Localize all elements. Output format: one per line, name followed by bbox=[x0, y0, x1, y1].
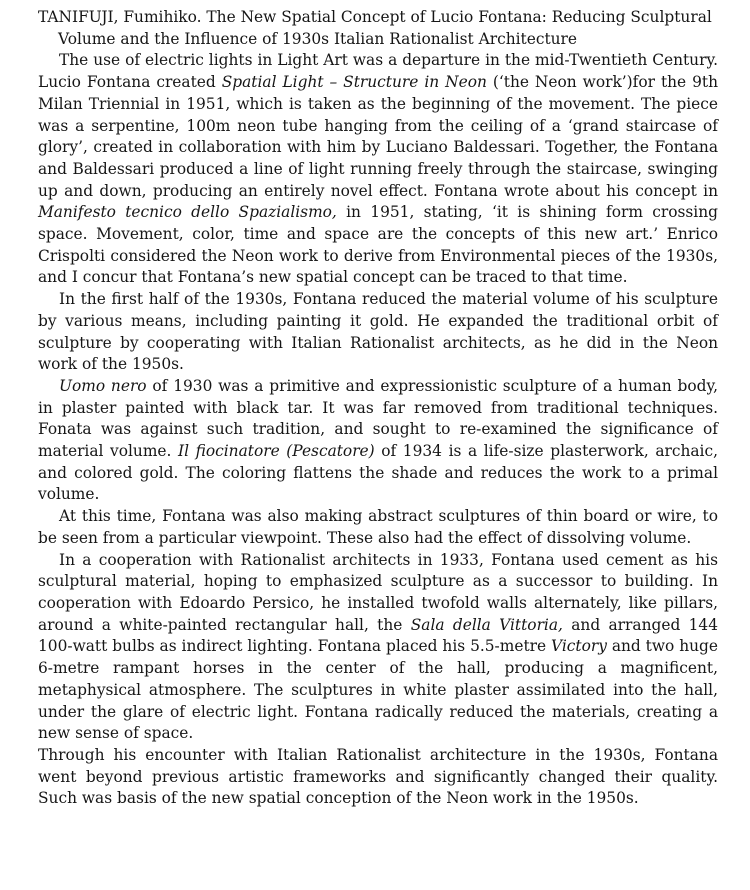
paragraph-4: At this time, Fontana was also making abstract sculptures of thin board or wire, to be seen from a particular viewpoint. These also had the effect of dissolving volume. bbox=[38, 507, 718, 547]
paragraph-3 bbox=[38, 376, 718, 506]
paragraph-1-text-c: in 1951, stating, ‘it is shining form crossing space. Movement, color, time and space are the concepts of this new art.’ Enrico Crispolti considered the Neon work to derive from Environmental pieces of the 1930s, and I concur that Fontana’s new spatial concept can be traced to that time. bbox=[38, 203, 718, 287]
article-body bbox=[38, 50, 718, 810]
paragraph-3-title-uomo-nero: Uomo nero bbox=[59, 376, 147, 395]
paragraph-1-title-spatial-light: Spatial Light – Structure in Neon bbox=[221, 73, 487, 92]
paragraph-5-title-sala: Sala della Vittoria, bbox=[410, 615, 563, 634]
paragraph-1-text-b: (‘the Neon work’)for the 9th Milan Triennial in 1951, which is taken as the beginning of the movement. The piece was a serpentine, 100m neon tube hanging from the ceiling of a ‘grand staircase of glory’, created in collaboration with him by Luciano Baldessari. Together, the Fontana and Baldessari produced a line of light running freely through the staircase, swinging up and down, producing an entirely novel effect. Fontana wrote about his concept in bbox=[38, 73, 719, 200]
paragraph-3-text-b: of 1934 is a life-size plasterwork, archaic, and colored gold. The coloring flattens the shade and reduces the work to a primal volume. bbox=[38, 442, 718, 504]
paragraph-3-title-fiocinatore: Il fiocinatore (Pescatore) bbox=[178, 442, 375, 461]
paragraph-6: Through his encounter with Italian Rationalist architecture in the 1930s, Fontana went beyond previous artistic frameworks and significantly changed their quality. Such was basis of the new spatial conception of the Neon work in the 1950s. bbox=[38, 745, 718, 808]
paragraph-5-text-a: In a cooperation with Rationalist architects in 1933, Fontana used cement as his sculptural material, hoping to emphasized sculpture as a successor to building. In cooperation with Edoardo Persico, he installed twofold walls alternately, like pillars, around a white-painted rectangular hall, the bbox=[38, 550, 718, 634]
paragraph-5 bbox=[38, 550, 718, 745]
abstract-page bbox=[38, 7, 718, 810]
paragraph-1-text-a: The use of electric lights in Light Art was a departure in the mid-Twentieth Century. Lucio Fontana created bbox=[38, 51, 718, 92]
paragraph-3-text-a: of 1930 was a primitive and expressionistic sculpture of a human body, in plaster painted with black tar. It was far removed from traditional techniques. Fonata was against such tradition, and sought to re-examined the significance of material volume. bbox=[38, 376, 719, 461]
paragraph-1-title-manifesto: Manifesto tecnico dello Spazialismo, bbox=[38, 203, 337, 222]
paragraph-5-text-b: and arranged 144 100-watt bulbs as indirect lighting. Fontana placed his 5.5-metre bbox=[38, 615, 718, 656]
paragraph-1 bbox=[38, 50, 718, 289]
paragraph-5-text-c: and two huge 6-metre rampant horses in the center of the hall, producing a magnificent, metaphysical atmosphere. The sculptures in white plaster assimilated into the hall, under the glare of electric light. Fontana radically reduced the materials, creating a new sense of space. bbox=[38, 637, 719, 743]
paragraph-2: In the first half of the 1930s, Fontana reduced the material volume of his sculpture by various means, including painting it gold. He expanded the traditional orbit of sculpture by cooperating with Italian Rationalist architects, as he did in the Neon work of the 1950s. bbox=[38, 290, 718, 374]
article-heading: TANIFUJI, Fumihiko. The New Spatial Concept of Lucio Fontana: Reducing Sculptural Volume and the Influence of 1930s Italian Rationalist Architecture bbox=[38, 8, 712, 48]
paragraph-5-title-victory: Victory bbox=[551, 637, 607, 656]
